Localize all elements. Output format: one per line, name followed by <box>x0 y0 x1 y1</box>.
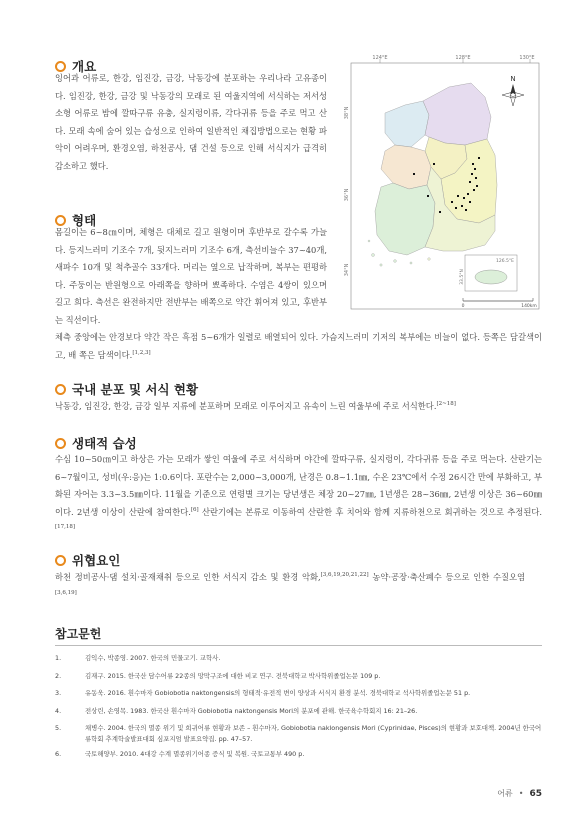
record-point <box>467 193 469 195</box>
distribution-title: 국내 분포 및 서식 현황 <box>72 382 199 397</box>
citation: [3,6,19,20,21,22] <box>320 572 369 579</box>
reference-text: 전상린, 손영목. 1983. 한국산 흰수마자 Gobiobotia naktongensis Mori의 분포에 관해. 한국육수학회지 16: 21–26. <box>85 706 418 715</box>
morphology-text: 몸길이는 6~8㎝이며, 체형은 대체로 길고 원형이며 후반부로 갈수록 가늘다. 등지느러미 기조수 7개, 뒷지느러미 기조수 6개, 측선비늘수 37~40개, 새파수 10개 및 척추골수 33개다. 머리는 옆으로 납작하며, 복부는 편평하다. 주둥이는 반원형으로 아래쪽을 향하며 뾰족하다. 수염은 4쌍이 있으며 길고 희다. 측선은 완전하지만 전반부는 배쪽으로 약간 휘어져 있고, 후반부는 직선이다. <box>55 227 327 325</box>
page-footer <box>497 788 542 799</box>
record-point <box>475 177 477 179</box>
record-point <box>427 195 429 197</box>
threats-text-1: 하천 정비공사·댐 설치·골재채취 등으로 인한 서식지 감소 및 환경 악화, <box>55 572 321 582</box>
overview-text: 잉어과 어류로, 한강, 임진강, 금강, 낙동강에 분포하는 우리나라 고유종이다. 임진강, 한강, 금강 및 낙동강의 모래로 된 여울지역에 서식하는 저서성 소형 어류로 밤에 깔따구류 유충, 실지렁이류, 각다귀류 등을 주로 먹고 산다. 모래 속에 숨어 있는 습성으로 인하여 일반적인 채집방법으로는 현황 파악이 어려우며, 환경오염, 하천공사, 댐 건설 등으로 인해 서식지가 급격히 감소하고 했다. <box>55 73 327 171</box>
reference-number: 1. <box>55 654 62 662</box>
ecology-text-2: 산란기에는 본류로 이동하여 산란한 후 치어와 함께 지류하천으로 회귀하는 것으로 추정된다. <box>198 506 542 517</box>
reference-number: 6. <box>55 750 62 758</box>
distribution-heading <box>55 380 198 398</box>
citation: [3,6,19] <box>55 589 77 596</box>
bullet-ring-icon <box>55 438 66 449</box>
lon-label: 130°E <box>519 55 535 61</box>
reference-text: 김익수, 박종영. 2007. 한국의 민물고기. 교학사. <box>85 654 221 662</box>
distribution-map <box>345 55 545 315</box>
citation: [2~18] <box>436 401 456 408</box>
bullet-ring-icon <box>55 555 66 566</box>
reference-item <box>55 749 542 760</box>
reference-number: 5. <box>55 724 62 732</box>
inset-lat-label: 33.5°N <box>460 269 465 285</box>
reference-item <box>55 653 542 664</box>
footer-separator: • <box>518 789 524 798</box>
island <box>372 254 375 257</box>
citation: [1,2,3] <box>132 349 151 356</box>
island <box>380 264 382 266</box>
ecology-title: 생태적 습성 <box>72 436 137 451</box>
reference-number: 3. <box>55 689 62 697</box>
lat-label: 36°N <box>344 188 350 202</box>
lat-label: 34°N <box>344 263 350 277</box>
inset-lon-label: 126.5°E <box>496 259 514 264</box>
record-point <box>463 197 465 199</box>
record-point <box>478 157 480 159</box>
threats-text-2: 농약·공장·축산폐수 등으로 인한 수질오염 <box>368 572 525 582</box>
scale-start-label: 0 <box>461 304 465 309</box>
reference-item <box>55 723 542 744</box>
morphology-title: 형태 <box>72 213 97 228</box>
threats-heading <box>55 551 120 569</box>
record-point <box>457 195 459 197</box>
record-point <box>451 201 453 203</box>
distribution-text-body: 낙동강, 임진강, 한강, 금강 일부 지류에 분포하며 모래로 이루어지고 유속이 느린 여울부에 주로 서식한다. <box>55 401 437 411</box>
record-point <box>471 173 473 175</box>
morphology-text-2: 체측 중앙에는 안경보다 약간 작은 흑점 5~6개가 일렬로 배열되어 있다. 가슴지느러미 기저의 복부에는 비늘이 없다. 등쪽은 담갈색이고, 배 쪽은 담색이다. <box>55 332 542 360</box>
record-point <box>413 173 415 175</box>
footer-label: 어류 <box>497 789 513 798</box>
lon-label: 124°E <box>372 55 388 61</box>
record-point <box>455 207 457 209</box>
island <box>410 262 412 264</box>
overview-title: 개요 <box>72 59 97 74</box>
ecology-text <box>55 451 542 539</box>
citation: [6] <box>190 507 199 514</box>
reference-number: 4. <box>55 706 62 715</box>
record-point <box>461 205 463 207</box>
reference-item <box>55 688 542 699</box>
record-point <box>476 185 478 187</box>
region-jeju <box>475 270 507 284</box>
record-point <box>469 181 471 183</box>
bullet-ring-icon <box>55 384 66 395</box>
record-point <box>473 189 475 191</box>
record-point <box>472 163 474 165</box>
reference-item <box>55 706 542 717</box>
scale-end-label: 140km <box>521 304 537 309</box>
record-point <box>474 168 476 170</box>
ecology-text-1: 수심 10~50㎝이고 하상은 가는 모래가 쌓인 여울에 주로 서식하며 야간에 깔따구류, 실지렁이, 각다귀류 등을 주로 먹는다. 산란기는 6~7월이고, 성비(우:응)는 1:0.6이다. 포란수는 2,000~3,000개, 난경은 0.8~1.1㎜, 수온 23℃에서 수정 26시간 만에 부화하고, 부화된 자어는 3.3~3.5㎜이다. 11월을 기준으로 연령별 크기는 당년생은 체장 20~27㎜, 1년생은 28~36㎜, 2년생 이상은 36~60㎜이다. 2년생 이상이 산란에 참여한다. <box>55 454 542 517</box>
page-number: 65 <box>529 788 542 799</box>
threats-title: 위협요인 <box>72 553 121 568</box>
reference-number: 2. <box>55 671 62 680</box>
island <box>368 240 370 242</box>
references-list <box>55 653 542 767</box>
reference-text: 유동욱. 2016. 흰수마자 Gobiobotia naktongensis의 형태적·유전적 변이 양상과 서식지 환경 분석. 경북대학교 석사학위졸업논문 51 p. <box>85 689 471 697</box>
record-point <box>465 209 467 211</box>
record-point <box>433 163 435 165</box>
record-point <box>469 201 471 203</box>
distribution-text <box>55 398 542 416</box>
citation: [17,18] <box>55 524 76 531</box>
threats-text <box>55 569 525 604</box>
island <box>428 258 431 261</box>
morphology-text-continued <box>55 329 542 364</box>
lon-label: 128°E <box>455 55 471 61</box>
ecology-heading <box>55 434 137 452</box>
reference-text: 국토해양부. 2010. 4대강 수계 멸종위기어종 증식 및 복원. 국토교통부 490 p. <box>85 750 305 758</box>
record-point <box>439 211 441 213</box>
reference-text: 김재구. 2015. 한국산 담수어류 22종의 망막구조에 대한 비교 연구. 전북대학교 박사학위졸업논문 109 p. <box>85 671 381 680</box>
reference-text: 채병수. 2004. 한국의 멸종 위기 및 희귀어류 현황과 보존 – 흰수마자, Gobiobotia naklongensis Mori (Cyprinidae, Pisces)의 현황과 보호대책. 2004년 한국어류학회 추계학술발표대회 심포지엄 발표요약집. pp. 47–57. <box>85 724 542 743</box>
lat-label: 38°N <box>344 106 350 120</box>
references-divider <box>55 645 542 646</box>
north-label: N <box>510 75 516 83</box>
reference-item <box>55 671 542 682</box>
island <box>394 260 397 263</box>
references-title: 참고문헌 <box>55 627 102 641</box>
